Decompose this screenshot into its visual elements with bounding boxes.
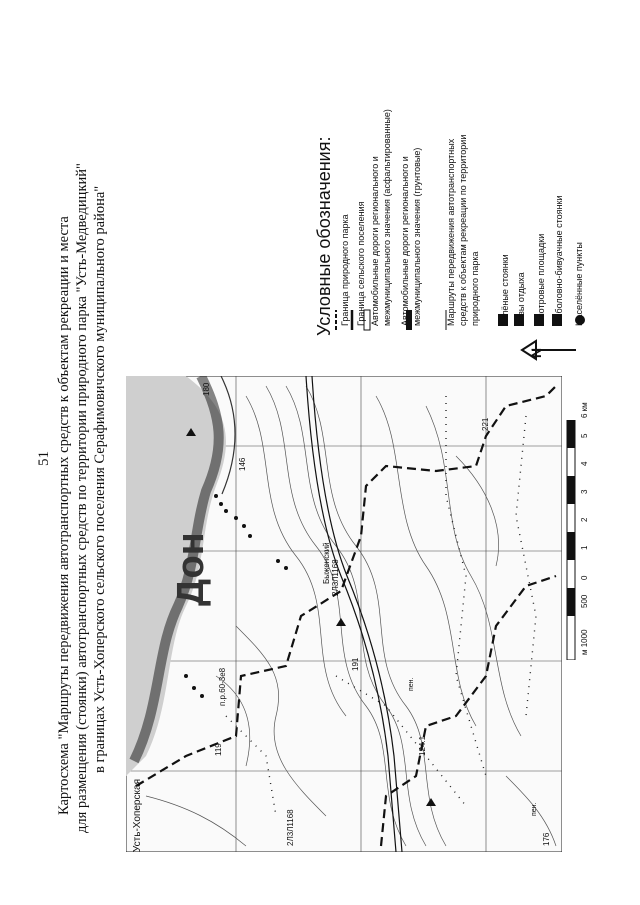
peak-176: 176	[542, 832, 551, 846]
legend-item-5: Автомобильные дороги регионального и	[400, 156, 410, 326]
scale-label-0: 0	[580, 575, 589, 580]
peak-124: 124.1	[418, 735, 427, 756]
scale-label-2: 2	[580, 517, 589, 522]
peak-119: 119	[214, 743, 223, 756]
road-label-2: 2Л3Л1168	[331, 559, 340, 596]
road-label: 2Л3Л1168	[286, 809, 295, 846]
river-label: Дон	[170, 532, 212, 606]
scale-label-3: 3	[580, 489, 589, 494]
legend-item-11: Базы отдыха	[516, 272, 526, 326]
legend-item-14: Населённые пункты	[574, 242, 584, 326]
scale-label-1: 1	[580, 545, 589, 550]
scale-label-6km: 6 км	[580, 402, 589, 418]
scale-label-4: 4	[580, 461, 589, 466]
peak-146: 146	[238, 457, 247, 471]
settlement-label: Усть-Хоперская	[132, 778, 143, 852]
legend-item-10: Зелёные стоянки	[500, 254, 510, 326]
page-number: 51	[36, 451, 52, 466]
legend-item-9: природного парка	[470, 251, 480, 326]
legend-item-8: средств к объектам рекреации по территории	[458, 134, 468, 326]
byzhenskiy-label: Быженский	[322, 542, 331, 584]
code-label: п.р.60-3е8	[218, 667, 227, 706]
peak-221: 221	[481, 417, 490, 431]
legend-item-6: межмуниципального значения (грунтовые)	[412, 147, 422, 326]
peak-191: 191	[351, 657, 360, 671]
legend-item-4: межмуниципального значения (асфальтированные)	[382, 109, 392, 326]
north-label: N	[528, 347, 544, 358]
pen-label-2: пен.	[408, 677, 415, 691]
peak-180: 180	[202, 382, 211, 396]
legend-item-7: Маршруты передвижения автотранспортных	[446, 138, 456, 326]
scale-bar	[565, 420, 579, 660]
scale-label-5: 5	[580, 433, 589, 438]
legend-title: Условные обозначения:	[314, 136, 334, 336]
title-line-1: Картосхема "Маршруты передвижения автотранспортных средств к объектам рекреации и места	[56, 216, 72, 815]
legend-item-2: Граница сельского поселения	[356, 201, 366, 326]
scale-label-m1000: м 1000	[580, 629, 589, 655]
pen-label: пен.	[531, 802, 538, 816]
legend-item-1: Граница природного парка	[340, 214, 350, 326]
legend-item-12: Смотровые площадки	[536, 233, 546, 326]
legend-item-13: Рыболовно-бивуачные стоянки	[554, 195, 564, 326]
scale-label-500: 500	[580, 594, 589, 608]
map-drawing	[126, 376, 562, 852]
title-line-3: в границах Усть-Хоперского сельского поселения Серафимовичского муниципального района"	[92, 185, 108, 773]
title-line-2: для размещения (стоянки) автотранспортных средств по территории природного парка "Усть-Медведицкий"	[74, 163, 90, 833]
legend-item-3: Автомобильные дороги регионального и	[370, 156, 380, 326]
park-map	[126, 376, 562, 852]
